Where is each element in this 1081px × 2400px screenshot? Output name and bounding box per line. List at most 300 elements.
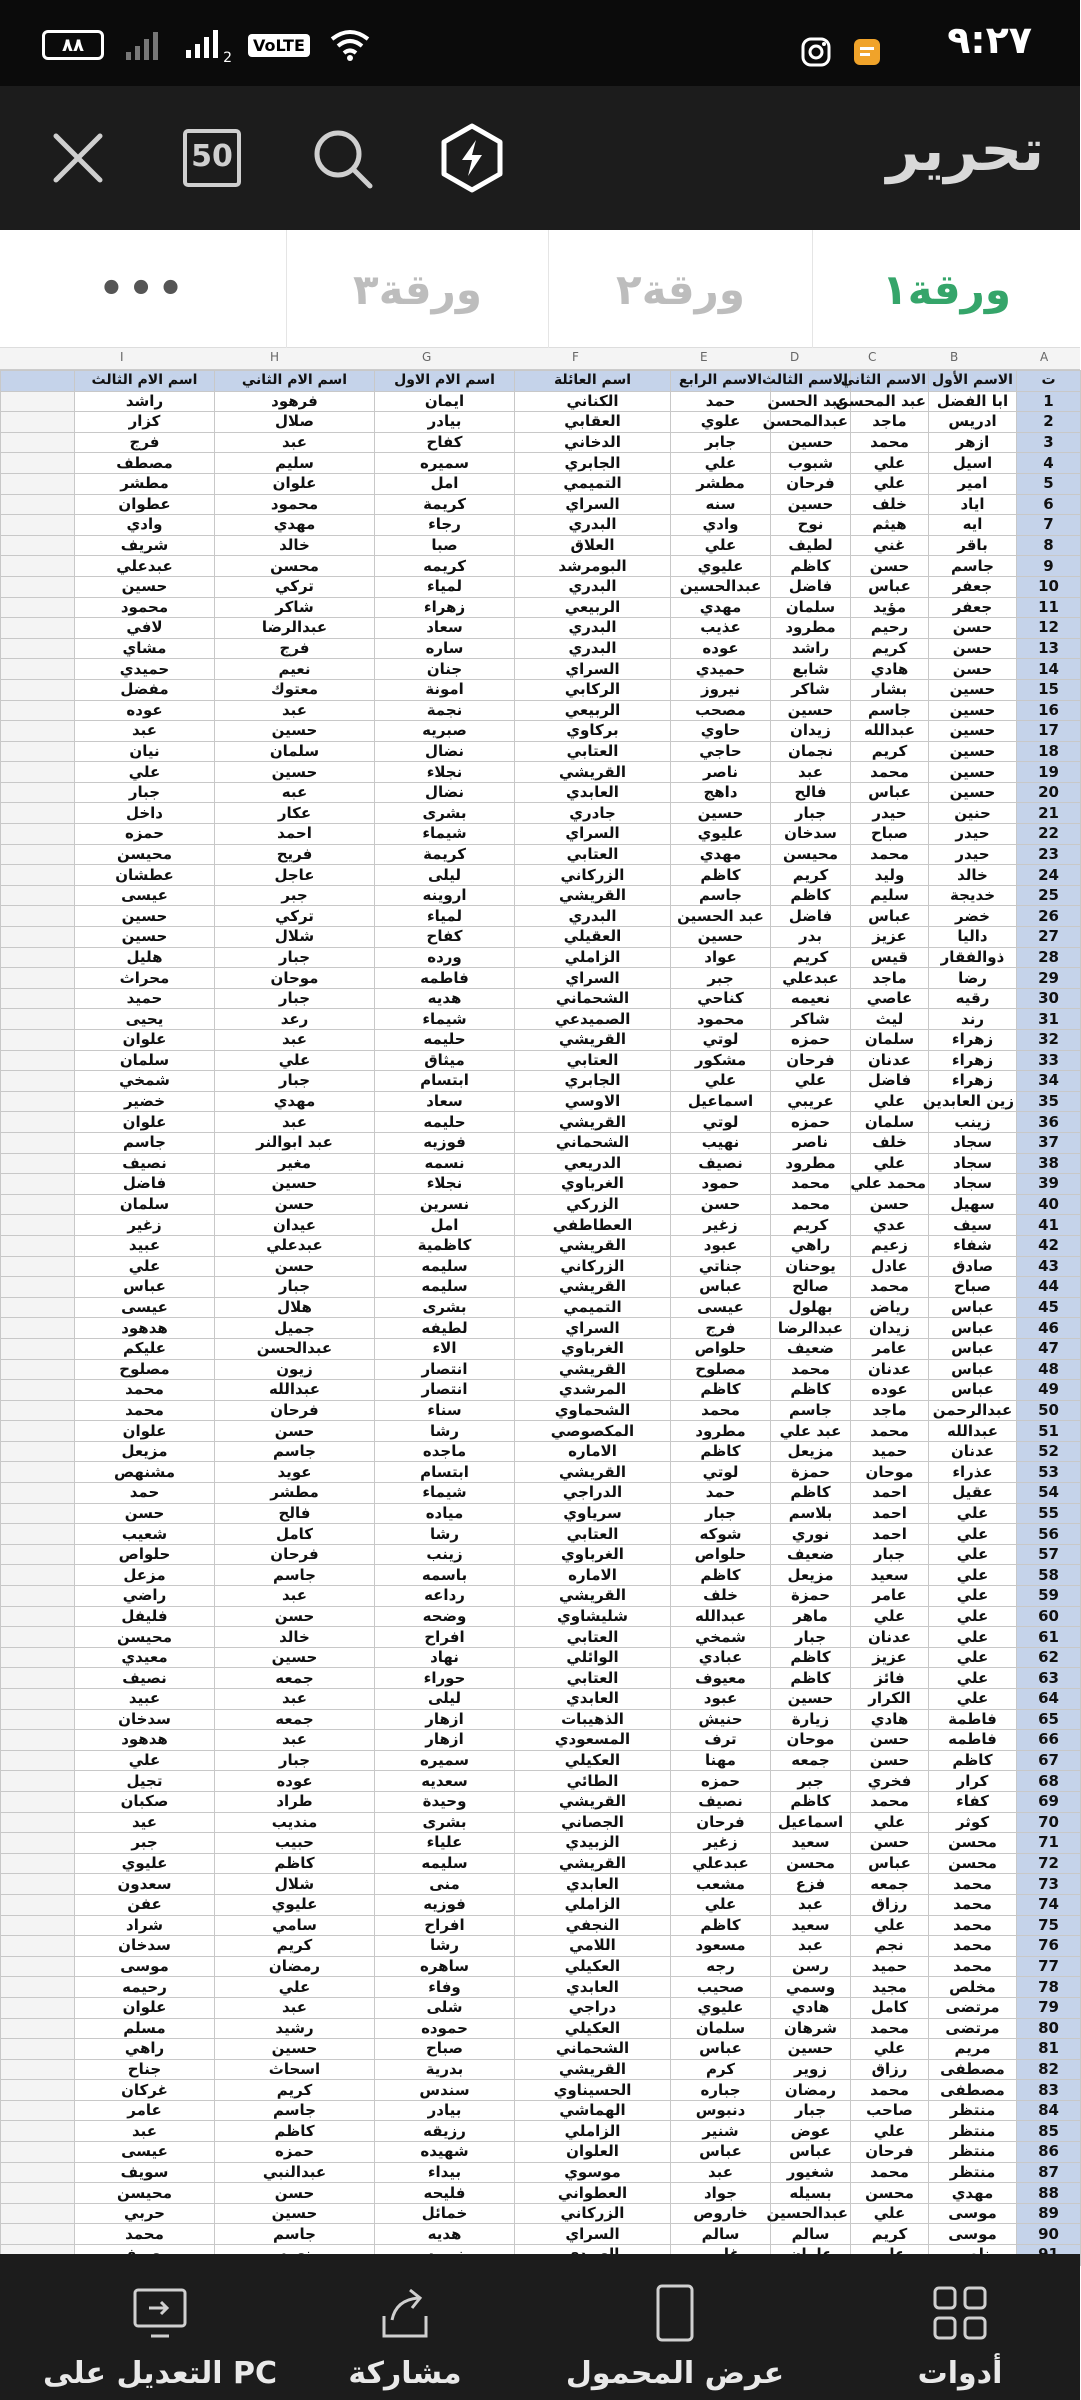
table-cell[interactable]: حمزة [771,1586,851,1607]
table-cell[interactable]: محمد [929,1894,1017,1915]
table-cell[interactable]: بيداء [375,2162,515,2183]
table-cell[interactable]: الاماره [515,1565,671,1586]
table-cell[interactable]: لمياء [375,576,515,597]
table-cell[interactable]: الصميدعي [515,1009,671,1030]
table-cell[interactable]: حسن [215,1256,375,1277]
table-cell[interactable]: هادي [851,1709,929,1730]
table-cell[interactable]: السراي [515,2224,671,2245]
table-cell[interactable]: عباس [671,2039,771,2060]
table-cell[interactable]: راشد [771,638,851,659]
table-cell[interactable]: حسين [671,927,771,948]
row-number-cell[interactable] [1,1132,75,1153]
table-cell[interactable]: 46 [1017,1318,1081,1339]
table-cell[interactable]: البدري [515,576,671,597]
table-row[interactable] [1,1318,1081,1339]
table-cell[interactable]: نعيم [215,659,375,680]
table-cell[interactable]: فالح [771,782,851,803]
data-table[interactable] [0,370,1081,2266]
table-cell[interactable]: محمود [671,1009,771,1030]
table-cell[interactable]: عبد [215,1112,375,1133]
table-cell[interactable]: موسى [75,1956,215,1977]
table-cell[interactable]: العتابي [515,1524,671,1545]
table-cell[interactable]: محمد [75,2224,215,2245]
table-cell[interactable]: 1 [1017,391,1081,412]
row-number-cell[interactable] [1,1194,75,1215]
table-cell[interactable]: محيسن [75,1627,215,1648]
table-cell[interactable]: 34 [1017,1071,1081,1092]
table-cell[interactable]: الركابي [515,679,671,700]
table-cell[interactable]: كريمة [375,844,515,865]
table-cell[interactable]: سنه [671,494,771,515]
table-cell[interactable]: حاجي [671,741,771,762]
table-cell[interactable]: عامر [75,2100,215,2121]
table-row[interactable] [1,1153,1081,1174]
table-cell[interactable]: زهراء [929,1050,1017,1071]
column-letter[interactable]: I [120,350,124,364]
table-cell[interactable]: محمد [771,1194,851,1215]
table-row[interactable] [1,1771,1081,1792]
table-cell[interactable]: سليم [851,885,929,906]
table-cell[interactable]: خمائل [375,2203,515,2224]
table-cell[interactable]: عبدعلي [671,1853,771,1874]
table-cell[interactable]: معيدي [75,1647,215,1668]
search-button[interactable] [306,122,378,194]
table-cell[interactable]: حميدي [75,659,215,680]
table-cell[interactable]: محسن [929,1853,1017,1874]
table-cell[interactable]: 57 [1017,1544,1081,1565]
table-cell[interactable]: 61 [1017,1627,1081,1648]
table-cell[interactable]: وضحه [375,1606,515,1627]
table-cell[interactable]: صبريه [375,721,515,742]
table-row[interactable] [1,1730,1081,1751]
table-row[interactable] [1,1627,1081,1648]
table-cell[interactable]: 49 [1017,1380,1081,1401]
row-number-cell[interactable] [1,1359,75,1380]
table-cell[interactable]: علي [929,1544,1017,1565]
table-row[interactable] [1,576,1081,597]
table-cell[interactable]: عباس [929,1318,1017,1339]
table-row[interactable] [1,1421,1081,1442]
table-cell[interactable]: العلوان [515,2142,671,2163]
table-cell[interactable]: عاصي [851,988,929,1009]
table-cell[interactable]: محيسن [75,2183,215,2204]
table-cell[interactable]: 60 [1017,1606,1081,1627]
table-cell[interactable]: حسين [215,762,375,783]
table-cell[interactable]: حسين [215,2039,375,2060]
table-cell[interactable]: مفضل [75,679,215,700]
table-cell[interactable]: رجاء [375,515,515,536]
table-cell[interactable]: خلف [671,1586,771,1607]
table-cell[interactable]: نوح [771,515,851,536]
table-cell[interactable]: الدخاني [515,432,671,453]
table-cell[interactable]: حسين [929,741,1017,762]
table-cell[interactable]: شابع [771,659,851,680]
table-cell[interactable]: علي [75,1750,215,1771]
table-cell[interactable]: 7 [1017,515,1081,536]
table-cell[interactable]: مهدي [671,597,771,618]
table-cell[interactable]: حسين [771,1689,851,1710]
row-number-cell[interactable] [1,494,75,515]
table-cell[interactable]: 27 [1017,927,1081,948]
table-cell[interactable]: جابر [671,432,771,453]
table-cell[interactable]: العتابي [515,844,671,865]
table-cell[interactable]: ورده [375,947,515,968]
table-cell[interactable]: الزاملي [515,947,671,968]
tab-sheet-3[interactable]: ورقة٣ [286,230,548,348]
table-cell[interactable]: 37 [1017,1132,1081,1153]
table-cell[interactable]: فزع [771,1874,851,1895]
table-cell[interactable]: حسين [671,803,771,824]
table-cell[interactable]: كريمه [375,556,515,577]
table-cell[interactable]: عدنان [851,1359,929,1380]
table-cell[interactable]: حلواص [75,1544,215,1565]
table-cell[interactable]: حبيب [215,1833,375,1854]
table-cell[interactable]: معيوف [671,1668,771,1689]
table-cell[interactable]: سلمان [75,1194,215,1215]
table-cell[interactable]: رشا [375,1421,515,1442]
table-cell[interactable]: محيسن [771,844,851,865]
table-cell[interactable]: 50 [1017,1400,1081,1421]
table-row[interactable] [1,1132,1081,1153]
table-cell[interactable]: عدي [851,1215,929,1236]
table-cell[interactable]: عبد [771,762,851,783]
table-cell[interactable]: ساهره [375,1956,515,1977]
table-cell[interactable]: عبدالحسن [215,1338,375,1359]
table-cell[interactable]: حسن [215,1421,375,1442]
table-cell[interactable]: ادريس [929,412,1017,433]
table-cell[interactable]: علي [851,2121,929,2142]
table-cell[interactable]: القريشي [515,1791,671,1812]
table-cell[interactable]: رزاق [851,2059,929,2080]
table-cell[interactable]: رشا [375,1524,515,1545]
table-cell[interactable]: موحان [771,1730,851,1751]
table-cell[interactable]: هيثم [851,515,929,536]
table-cell[interactable]: هدهود [75,1318,215,1339]
row-number-cell[interactable] [1,2121,75,2142]
table-cell[interactable]: حوراء [375,1668,515,1689]
table-cell[interactable]: الغرباوي [515,1544,671,1565]
table-row[interactable] [1,597,1081,618]
row-number-cell[interactable] [1,968,75,989]
table-row[interactable] [1,927,1081,948]
table-cell[interactable]: سجاد [929,1132,1017,1153]
table-cell[interactable]: شمخي [671,1627,771,1648]
table-row[interactable] [1,391,1081,412]
table-cell[interactable]: نصيف [671,1153,771,1174]
table-cell[interactable]: عريبي [771,1091,851,1112]
table-cell[interactable]: مريم [929,2039,1017,2060]
table-cell[interactable]: 42 [1017,1235,1081,1256]
table-cell[interactable]: الاوسي [515,1091,671,1112]
table-cell[interactable]: زيدان [851,1318,929,1339]
table-cell[interactable]: فخري [851,1771,929,1792]
table-cell[interactable]: عيدان [215,1215,375,1236]
row-number-cell[interactable] [1,1030,75,1051]
table-cell[interactable]: رقيه [929,988,1017,1009]
table-cell[interactable]: العكيلي [515,2018,671,2039]
table-row[interactable] [1,2018,1081,2039]
table-cell[interactable]: ايه [929,515,1017,536]
table-cell[interactable]: 78 [1017,1977,1081,1998]
table-cell[interactable]: حسين [215,721,375,742]
table-cell[interactable]: عبيد [75,1235,215,1256]
table-cell[interactable]: حنين [929,803,1017,824]
table-cell[interactable]: حاوي [671,721,771,742]
table-cell[interactable]: عبد [771,1936,851,1957]
table-cell[interactable]: السراي [515,659,671,680]
table-cell[interactable]: شهيده [375,2142,515,2163]
table-cell[interactable]: القريشي [515,1112,671,1133]
table-cell[interactable]: نجلاء [375,762,515,783]
column-letter[interactable]: B [950,350,959,364]
table-cell[interactable]: مشنهص [75,1462,215,1483]
table-cell[interactable]: 33 [1017,1050,1081,1071]
table-cell[interactable]: عبدالحسين [671,576,771,597]
table-cell[interactable]: جميل [215,1318,375,1339]
table-cell[interactable]: حمد [671,391,771,412]
row-number-cell[interactable] [1,1977,75,1998]
table-cell[interactable]: حسن [929,659,1017,680]
table-cell[interactable]: 44 [1017,1277,1081,1298]
table-cell[interactable]: سليمه [375,1277,515,1298]
table-cell[interactable]: السراي [515,968,671,989]
table-cell[interactable]: عباس [929,1297,1017,1318]
table-cell[interactable]: عويد [215,1462,375,1483]
row-number-cell[interactable] [1,1462,75,1483]
table-row[interactable] [1,2080,1081,2101]
table-cell[interactable]: 36 [1017,1112,1081,1133]
table-cell[interactable]: جناتي [671,1256,771,1277]
table-cell[interactable]: علي [75,762,215,783]
table-cell[interactable]: نصيف [75,1668,215,1689]
table-row[interactable] [1,968,1081,989]
table-cell[interactable]: كامل [215,1524,375,1545]
table-cell[interactable]: مطشر [671,473,771,494]
table-cell[interactable]: فليفل [75,1606,215,1627]
table-cell[interactable]: محمود [75,597,215,618]
table-cell[interactable]: عباس [929,1359,1017,1380]
table-cell[interactable]: علياء [375,1833,515,1854]
table-cell[interactable]: القريشي [515,1586,671,1607]
table-cell[interactable]: علي [75,1256,215,1277]
table-cell[interactable]: شلى [375,1997,515,2018]
table-cell[interactable]: منى [375,1874,515,1895]
table-cell[interactable]: عبدالله [215,1380,375,1401]
table-cell[interactable]: حمد [671,1483,771,1504]
row-number-cell[interactable] [1,1586,75,1607]
table-cell[interactable]: 53 [1017,1462,1081,1483]
table-cell[interactable]: الشحماني [515,988,671,1009]
header-cell[interactable]: الاسم الثاني [851,371,929,392]
table-cell[interactable]: نجم [851,1936,929,1957]
table-cell[interactable]: 66 [1017,1730,1081,1751]
table-cell[interactable]: 87 [1017,2162,1081,2183]
row-number-cell[interactable] [1,824,75,845]
row-number-cell[interactable] [1,1091,75,1112]
table-cell[interactable]: عبد [215,1997,375,2018]
table-cell[interactable]: علي [851,1606,929,1627]
row-number-cell[interactable] [1,2100,75,2121]
table-cell[interactable]: رزاق [851,1894,929,1915]
table-cell[interactable]: زين العابدين [929,1091,1017,1112]
table-cell[interactable]: زهراء [929,1030,1017,1051]
table-cell[interactable]: 24 [1017,865,1081,886]
table-cell[interactable]: حمزه [671,1771,771,1792]
table-cell[interactable]: عوده [851,1380,929,1401]
table-cell[interactable]: عليوي [75,1853,215,1874]
table-cell[interactable]: عبد الحسن [771,391,851,412]
table-cell[interactable]: العابدي [515,1874,671,1895]
row-number-cell[interactable] [1,1833,75,1854]
table-cell[interactable]: عفن [75,1894,215,1915]
table-cell[interactable]: الاماره [515,1441,671,1462]
table-cell[interactable]: وحيدة [375,1791,515,1812]
table-cell[interactable]: السراي [515,494,671,515]
table-cell[interactable]: شيماء [375,1483,515,1504]
table-cell[interactable]: كرم [671,2059,771,2080]
table-cell[interactable]: كريمة [375,494,515,515]
table-cell[interactable]: حسين [215,1647,375,1668]
table-cell[interactable]: السراي [515,1318,671,1339]
table-cell[interactable]: 74 [1017,1894,1081,1915]
table-cell[interactable]: بشرى [375,803,515,824]
table-cell[interactable]: سعيد [771,1833,851,1854]
table-cell[interactable]: علي [215,1050,375,1071]
table-row[interactable] [1,535,1081,556]
table-cell[interactable]: كريم [771,947,851,968]
table-row[interactable] [1,1174,1081,1195]
table-cell[interactable]: مغير [215,1153,375,1174]
table-cell[interactable]: سندس [375,2080,515,2101]
table-cell[interactable]: لوتي [671,1112,771,1133]
table-cell[interactable]: فرحان [771,1050,851,1071]
table-cell[interactable]: خضر [929,906,1017,927]
table-cell[interactable]: خلف [851,494,929,515]
table-cell[interactable]: سميره [375,453,515,474]
table-cell[interactable]: 19 [1017,762,1081,783]
table-cell[interactable]: التميمي [515,1297,671,1318]
table-cell[interactable]: 15 [1017,679,1081,700]
table-cell[interactable]: باسمه [375,1565,515,1586]
pc-edit-button[interactable] [40,2254,280,2400]
table-row[interactable] [1,1030,1081,1051]
table-cell[interactable]: حميدي [671,659,771,680]
table-cell[interactable]: زينب [929,1112,1017,1133]
table-cell[interactable]: نهاد [375,1647,515,1668]
table-row[interactable] [1,1524,1081,1545]
table-cell[interactable]: كاظم [771,1791,851,1812]
table-cell[interactable]: زيون [215,1359,375,1380]
table-cell[interactable]: داليا [929,927,1017,948]
table-cell[interactable]: علي [771,1071,851,1092]
table-cell[interactable]: زغير [671,1215,771,1236]
table-row[interactable] [1,2100,1081,2121]
table-cell[interactable]: سناء [375,1400,515,1421]
table-cell[interactable]: مصلوح [75,1359,215,1380]
table-cell[interactable]: 9 [1017,556,1081,577]
table-cell[interactable]: راضي [75,1586,215,1607]
table-cell[interactable]: جبار [215,947,375,968]
table-cell[interactable]: كرار [929,1771,1017,1792]
table-cell[interactable]: 39 [1017,1174,1081,1195]
table-cell[interactable]: فاضل [771,576,851,597]
table-cell[interactable]: كاظم [215,1853,375,1874]
table-cell[interactable]: نضال [375,741,515,762]
table-cell[interactable]: سعيد [851,1565,929,1586]
table-cell[interactable]: حليمه [375,1030,515,1051]
table-cell[interactable]: هديه [375,2224,515,2245]
table-cell[interactable]: 12 [1017,618,1081,639]
table-cell[interactable]: 5 [1017,473,1081,494]
table-row[interactable] [1,824,1081,845]
table-cell[interactable]: عيسى [671,1297,771,1318]
table-cell[interactable]: سدخان [75,1936,215,1957]
table-cell[interactable]: 6 [1017,494,1081,515]
table-cell[interactable]: جبر [671,968,771,989]
table-cell[interactable]: فرحان [215,1400,375,1421]
table-cell[interactable]: عبدالرحمن [929,1400,1017,1421]
table-cell[interactable]: جاسم [215,2224,375,2245]
column-letter[interactable]: C [868,350,877,364]
table-cell[interactable]: ضعيف [771,1338,851,1359]
table-cell[interactable]: سالم [771,2224,851,2245]
table-cell[interactable]: الشحماني [515,1132,671,1153]
table-cell[interactable]: تركي [215,906,375,927]
table-cell[interactable]: ساره [375,638,515,659]
table-cell[interactable]: جناح [75,2059,215,2080]
table-cell[interactable]: زيدان [771,721,851,742]
table-cell[interactable]: محمد [929,1915,1017,1936]
header-cell[interactable]: اسم الام الاول [375,371,515,392]
table-cell[interactable]: ماهر [771,1606,851,1627]
table-cell[interactable]: مياده [375,1503,515,1524]
table-cell[interactable]: 47 [1017,1338,1081,1359]
table-cell[interactable]: رمضان [771,2080,851,2101]
table-cell[interactable]: جبار [771,1627,851,1648]
table-cell[interactable]: حسن [215,2183,375,2204]
table-cell[interactable]: 72 [1017,1853,1081,1874]
table-cell[interactable]: عبد الحسين [671,906,771,927]
table-cell[interactable]: 21 [1017,803,1081,824]
table-cell[interactable]: 45 [1017,1297,1081,1318]
table-cell[interactable]: حسين [771,432,851,453]
table-cell[interactable]: كريم [771,865,851,886]
table-cell[interactable]: شعيب [75,1524,215,1545]
table-row[interactable] [1,659,1081,680]
table-cell[interactable]: فاطمة [929,1709,1017,1730]
table-row[interactable] [1,1689,1081,1710]
table-row[interactable] [1,1647,1081,1668]
table-cell[interactable]: 28 [1017,947,1081,968]
table-cell[interactable]: 22 [1017,824,1081,845]
spreadsheet[interactable] [0,348,1080,2254]
table-cell[interactable]: عطوان [75,494,215,515]
table-cell[interactable]: جبار [215,988,375,1009]
table-cell[interactable]: بلاسم [771,1503,851,1524]
table-cell[interactable]: 41 [1017,1215,1081,1236]
table-cell[interactable]: عوده [671,638,771,659]
row-number-cell[interactable] [1,1112,75,1133]
row-number-cell[interactable] [1,741,75,762]
table-cell[interactable]: شاكر [215,597,375,618]
table-cell[interactable]: داخل [75,803,215,824]
table-cell[interactable]: زهراء [375,597,515,618]
table-cell[interactable]: علي [851,453,929,474]
table-cell[interactable]: حسين [771,494,851,515]
table-cell[interactable]: كفاح [375,927,515,948]
table-cell[interactable]: ناصر [771,1132,851,1153]
table-row[interactable] [1,1915,1081,1936]
